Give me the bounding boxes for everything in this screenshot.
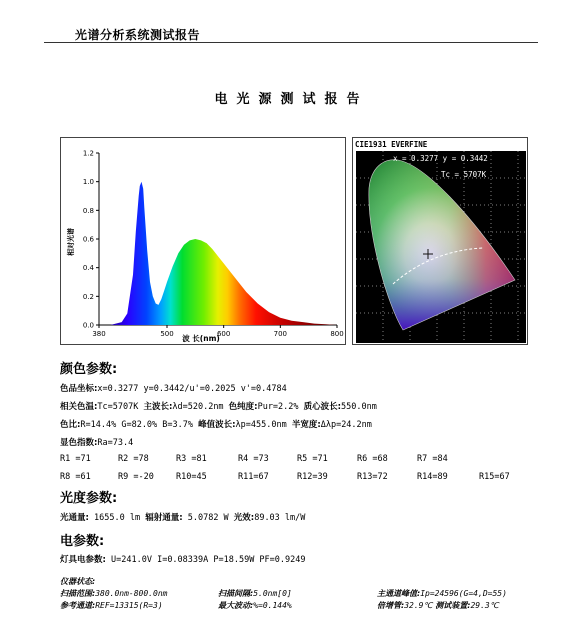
reference-channel-label: 参考通道: [60, 601, 96, 610]
electrical-label: 灯具电参数: [60, 555, 106, 565]
cie-diagram-panel [352, 137, 528, 345]
purity-label: 色纯度: [228, 402, 258, 412]
centroid-wavelength-value: 550.0nm [341, 402, 377, 412]
y-tick-label: 1.2 [82, 149, 94, 158]
r-value: R14=89 [417, 472, 448, 482]
scan-interval [218, 588, 292, 599]
luminous-flux-label: 光通量: [60, 513, 89, 523]
scan-range [60, 588, 167, 599]
color-ratio-value: R=14.4% G=82.0% B=3.7% [80, 420, 199, 430]
r-value: R13=72 [357, 472, 388, 482]
color-ratio-label: 色比: [60, 420, 81, 430]
radiant-flux-value: 5.0782 W [182, 513, 234, 523]
cri-value: Ra=73.4 [97, 438, 134, 448]
max-fluctuation-label: 最大波动: [218, 601, 254, 610]
r-value: R7 =84 [417, 454, 448, 464]
r-value: R2 =78 [118, 454, 149, 464]
cct-value: Tc=5707K [97, 402, 144, 412]
y-tick-label: 1.0 [82, 178, 94, 187]
y-axis-label: 相对光谱 [67, 228, 75, 256]
centroid-wavelength-label: 质心波长: [303, 402, 342, 412]
y-tick-label: 0.6 [82, 235, 94, 244]
x-axis-label: 波 长(nm) [182, 334, 220, 343]
photometric-line [60, 511, 305, 523]
efficacy-value: 89.03 lm/W [254, 513, 306, 523]
x-tick-label: 600 [216, 330, 231, 338]
chromaticity-label: 色品坐标: [60, 384, 98, 394]
header-rule [44, 42, 538, 43]
device-temp-label: 测试装置: [432, 601, 471, 610]
efficacy-label: 光效: [233, 513, 255, 523]
peak-wavelength-value: λp=455.0nm [235, 420, 292, 430]
radiant-flux-label: 辐射通量: [145, 513, 183, 523]
report-header-title: 光谱分析系统测试报告 [75, 28, 201, 42]
device-temp-value: 29.3℃ [470, 601, 499, 610]
r-value: R3 =81 [176, 454, 207, 464]
cri-line [60, 436, 133, 448]
purity-value: Pur=2.2% [257, 402, 304, 412]
electrical-value: U=241.0V I=0.08339A P=18.59W PF=0.9249 [105, 555, 306, 565]
reference-channel [60, 600, 163, 611]
scan-interval-label: 扫描间隔: [218, 589, 254, 598]
y-tick-label: 0.4 [82, 264, 94, 273]
reference-channel-value: REF=13315(R=3) [95, 601, 163, 610]
chromaticity-line [60, 382, 287, 394]
cie-coordinates: x = 0.3277 y = 0.3442 [393, 154, 488, 163]
luminous-flux-value: 1655.0 lm [88, 513, 146, 523]
max-fluctuation [218, 600, 292, 611]
half-width-value: Δλp=24.2nm [320, 420, 372, 430]
r-value: R1 =71 [60, 454, 91, 464]
r-value: R9 =-20 [118, 472, 154, 482]
pmt-temp-label: 倍增管: [377, 601, 405, 610]
photo-params-heading: 光度参数: [60, 491, 118, 506]
instrument-heading [60, 576, 95, 587]
r-value: R4 =73 [238, 454, 269, 464]
r-value: R5 =71 [297, 454, 328, 464]
x-tick-label: 800 [330, 330, 344, 338]
peak-wavelength-label: 峰值波长: [198, 420, 236, 430]
half-width-label: 半宽度: [291, 420, 321, 430]
main-channel-peak-label: 主通道峰值: [377, 589, 421, 598]
r-value: R15=67 [479, 472, 510, 482]
electrical-line [60, 553, 306, 565]
cct-label: 相关色温: [60, 402, 98, 412]
report-title: 电光源测试报告 [214, 92, 369, 107]
temperatures [377, 600, 499, 611]
color-params-heading: 颜色参数: [60, 362, 118, 377]
color-ratio-line [60, 418, 372, 430]
y-tick-label: 0.2 [82, 292, 94, 301]
scan-range-label: 扫描范围: [60, 589, 96, 598]
r-value: R12=39 [297, 472, 328, 482]
y-tick-label: 0.0 [82, 321, 94, 330]
scan-interval-value: 5.0nm[0] [253, 589, 292, 598]
cri-label: 显色指数: [60, 438, 98, 448]
cie-title: CIE1931 EVERFINE [355, 140, 428, 149]
x-tick-label: 700 [273, 330, 288, 338]
spectrum-curve [99, 182, 337, 325]
spectrum-chart [61, 138, 347, 346]
spectrum-chart-panel [60, 137, 346, 345]
main-channel-peak-value: Ip=24596(G=4,D=55) [420, 589, 507, 598]
cie-diagram [353, 138, 529, 346]
max-fluctuation-value: %=0.144% [253, 601, 292, 610]
r-value: R10=45 [176, 472, 207, 482]
r-value: R6 =68 [357, 454, 388, 464]
chromaticity-value: x=0.3277 y=0.3442/u'=0.2025 v'=0.4784 [97, 384, 287, 394]
cie-color-temperature: Tc = 5707K [441, 170, 487, 179]
r-value: R8 =61 [60, 472, 91, 482]
dominant-wavelength-value: λd=520.2nm [172, 402, 229, 412]
instrument-heading-text: 仪器状态: [60, 577, 96, 586]
elec-params-heading: 电参数: [60, 534, 105, 549]
x-tick-label: 380 [92, 330, 106, 338]
pmt-temp-value: 32.9℃ [404, 601, 433, 610]
dominant-wavelength-label: 主波长: [143, 402, 173, 412]
cct-line [60, 400, 377, 412]
scan-range-value: 380.0nm-800.0nm [95, 589, 168, 598]
r-value: R11=67 [238, 472, 269, 482]
main-channel-peak [377, 588, 507, 599]
x-tick-label: 500 [160, 330, 174, 338]
y-tick-label: 0.8 [82, 206, 94, 215]
